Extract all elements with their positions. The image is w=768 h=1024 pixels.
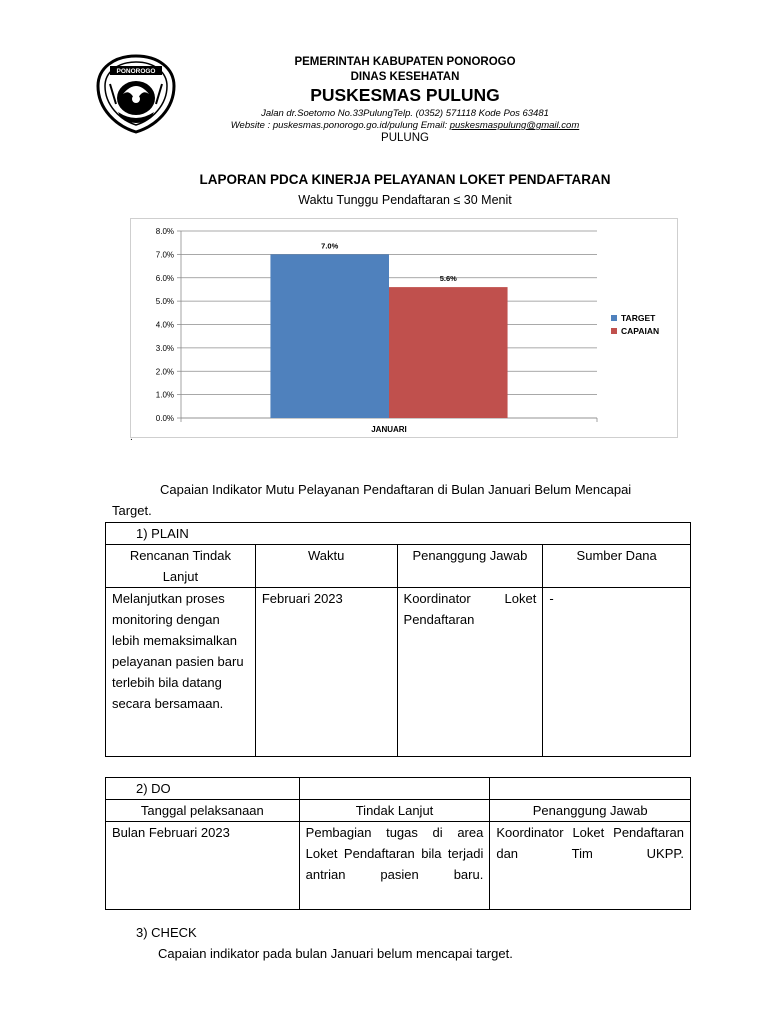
do-col-pic: Penanggung Jawab bbox=[490, 800, 691, 822]
legend-label-capaian: CAPAIAN bbox=[621, 326, 660, 336]
do-cell-date: Bulan Februari 2023 bbox=[106, 822, 300, 910]
summary-paragraph bbox=[112, 479, 672, 521]
y-tick-label: 2.0% bbox=[155, 367, 174, 377]
data-label-capaian: 5.6% bbox=[439, 274, 457, 284]
do-heading-empty-2 bbox=[490, 778, 691, 800]
legend-swatch-capaian bbox=[611, 328, 617, 334]
x-category-label: JANUARI bbox=[371, 425, 407, 434]
do-heading: 2) DO bbox=[106, 778, 300, 800]
y-tick-label: 5.0% bbox=[155, 297, 174, 307]
logo-text: PONOROGO bbox=[116, 68, 156, 75]
y-tick-label: 0.0% bbox=[155, 414, 174, 423]
check-text: Capaian indikator pada bulan Januari belum mencapai target. bbox=[158, 946, 513, 961]
plan-cell-time: Februari 2023 bbox=[255, 588, 397, 757]
do-cell-pic: Koordinator Loket Pendaftaran dan Tim UKPP. bbox=[490, 822, 691, 910]
header-institution: PUSKESMAS PULUNG bbox=[310, 85, 500, 105]
report-subtitle: Waktu Tunggu Pendaftaran ≤ 30 Menit bbox=[298, 193, 512, 207]
header-city: PULUNG bbox=[381, 132, 429, 144]
header-contact bbox=[150, 120, 660, 131]
y-tick-label: 8.0% bbox=[155, 227, 174, 236]
do-col-date: Tanggal pelaksanaan bbox=[106, 800, 300, 822]
legend-swatch-target bbox=[611, 315, 617, 321]
header-government: PEMERINTAH KABUPATEN PONOROGO bbox=[294, 56, 516, 68]
plan-cell-action: Melanjutkan proses monitoring dengan lebih memaksimalkan pelayanan pasien baru terlebih bila datang secara bersamaan. bbox=[106, 588, 256, 757]
plan-col-pic: Penanggung Jawab bbox=[397, 545, 543, 588]
stray-mark: . bbox=[130, 432, 133, 443]
do-table bbox=[105, 777, 691, 910]
plan-table bbox=[105, 522, 691, 757]
y-tick-label: 6.0% bbox=[155, 273, 174, 283]
plan-col-time: Waktu bbox=[255, 545, 397, 588]
bar-capaian bbox=[389, 287, 508, 418]
summary-text: Capaian Indikator Mutu Pelayanan Pendaftaran di Bulan Januari Belum Mencapai Target. bbox=[112, 482, 632, 518]
plan-col-fund: Sumber Dana bbox=[543, 545, 691, 588]
chart-frame bbox=[130, 218, 678, 438]
header-address: Jalan dr.Soetomo No.33PulungTelp. (0352) 571118 Kode Pos 63481 bbox=[261, 108, 549, 119]
data-label-target: 7.0% bbox=[321, 241, 339, 251]
bar-chart bbox=[131, 219, 677, 437]
plan-heading: 1) PLAIN bbox=[106, 523, 691, 545]
header-website: Website : puskesmas.ponorogo.go.id/pulung Email: bbox=[230, 120, 450, 131]
plan-col-action: Rencanan Tindak Lanjut bbox=[106, 545, 256, 588]
do-heading-empty-1 bbox=[299, 778, 490, 800]
report-title: LAPORAN PDCA KINERJA PELAYANAN LOKET PENDAFTARAN bbox=[199, 172, 611, 187]
legend-label-target: TARGET bbox=[621, 313, 656, 323]
header-email[interactable]: puskesmaspulung@gmail.com bbox=[449, 120, 580, 131]
do-cell-action: Pembagian tugas di area Loket Pendaftaran bila terjadi antrian pasien baru. bbox=[299, 822, 490, 910]
do-col-action: Tindak Lanjut bbox=[299, 800, 490, 822]
y-tick-label: 1.0% bbox=[155, 390, 174, 400]
header-department: DINAS KESEHATAN bbox=[350, 71, 460, 83]
y-tick-label: 7.0% bbox=[155, 250, 174, 260]
bar-target bbox=[270, 254, 389, 418]
check-heading: 3) CHECK bbox=[136, 925, 197, 940]
y-tick-label: 4.0% bbox=[155, 320, 174, 330]
plan-cell-fund: - bbox=[543, 588, 691, 757]
plan-cell-pic: Koordinator Loket Pendaftaran bbox=[397, 588, 543, 757]
y-tick-label: 3.0% bbox=[155, 343, 174, 353]
